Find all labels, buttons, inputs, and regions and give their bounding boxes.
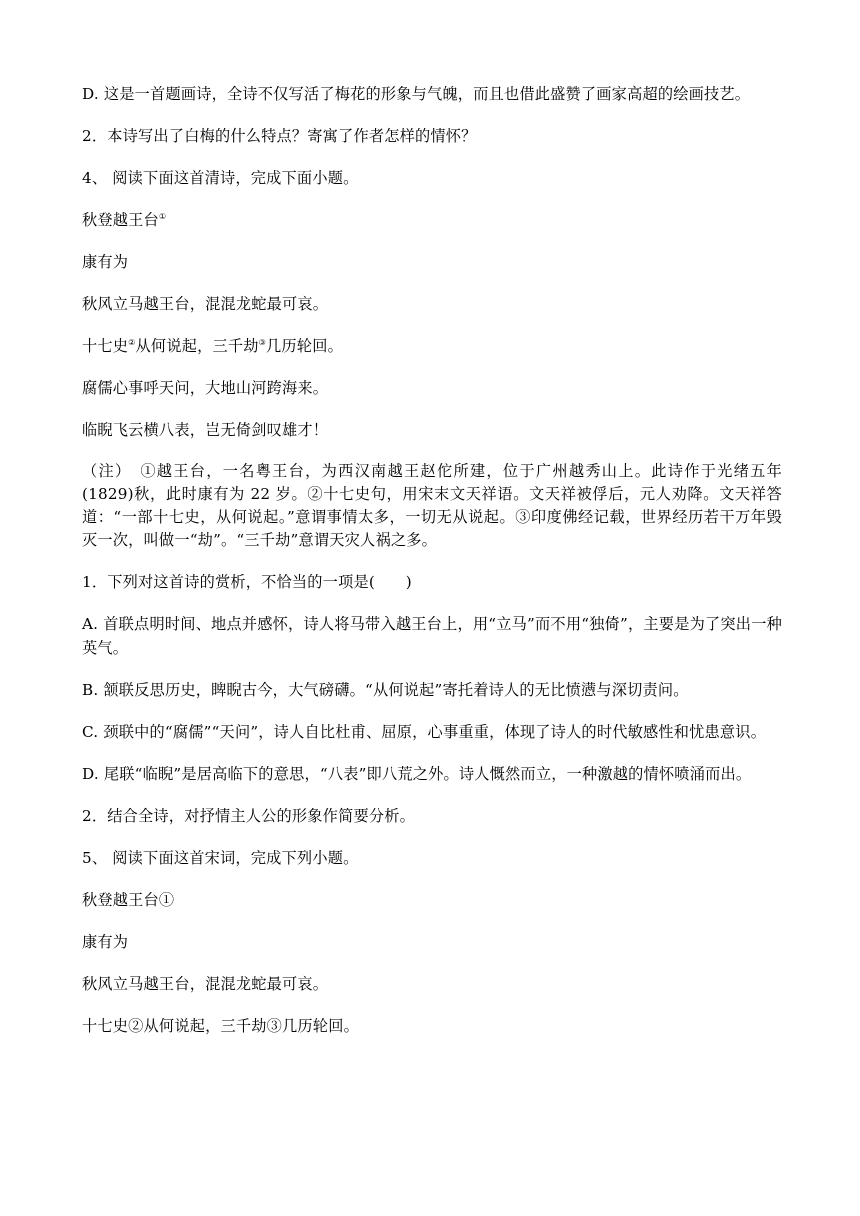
option-a: A. 首联点明时间、地点并感怀，诗人将马带入越王台上，用“立马”而不用“独倚”，主要是为了突出一种英气。 <box>82 615 782 657</box>
option-d-previous: D. 这是一首题画诗，全诗不仅写活了梅花的形象与气魄，而且也借此盛赞了画家高超的绘画技艺。 <box>82 85 751 103</box>
question-5-heading: 5、 阅读下面这首宋词，完成下列小题。 <box>82 849 359 867</box>
poem-line-2 <box>82 334 782 358</box>
footnote-marker-2: ② <box>128 337 136 347</box>
footnote-marker-3: ③ <box>258 337 267 347</box>
poem-line-2-part-b: 从何说起，三千劫 <box>135 337 259 355</box>
footnote-marker-1: ① <box>158 211 167 221</box>
option-c: C. 颈联中的“腐儒”“天问”，诗人自比杜甫、屈原，心事重重，体现了诗人的时代敏感性和忧患意识。 <box>82 723 767 741</box>
option-d: D. 尾联“临睨”是居高临下的意思，“八表”即八荒之外。诗人慨然而立，一种激越的情怀喷涌而出。 <box>82 765 752 783</box>
poem-title-text: 秋登越王台 <box>82 211 159 229</box>
question-2: 2．结合全诗，对抒情主人公的形象作简要分析。 <box>82 807 416 825</box>
poem-notes: （注） ①越王台，一名粤王台，为西汉南越王赵佗所建，位于广州越秀山上。此诗作于光绪五年(1829)秋，此时康有为 22 岁。②十七史句，用宋末文天祥语。文天祥被俘后，元人劝降。文天祥答道：“一部十七史，从何说起。”意谓事情太多，一切无从说起。③印度佛经记载，世界经历若干万年毁灭一次，叫做一“劫”。“三千劫”意谓天灾人祸之多。 <box>82 462 782 549</box>
question-4-heading: 4、 阅读下面这首清诗，完成下面小题。 <box>82 169 359 187</box>
poem-line-2-part-c: 几历轮回。 <box>266 337 343 355</box>
poem-line-4: 临睨飞云横八表，岂无倚剑叹雄才！ <box>82 421 329 439</box>
question-1: 1．下列对这首诗的赏析，不恰当的一项是( ) <box>82 573 412 591</box>
poem-line-1: 秋风立马越王台，混混龙蛇最可哀。 <box>82 295 329 313</box>
question-2-previous: 2．本诗写出了白梅的什么特点？寄寓了作者怎样的情怀？ <box>82 127 477 145</box>
option-b: B. 颔联反思历史，睥睨古今，大气磅礴。“从何说起”寄托着诗人的无比愤懑与深切责问。 <box>82 681 689 699</box>
poem-line-1-repeat: 秋风立马越王台，混混龙蛇最可哀。 <box>82 975 329 993</box>
poem-title-repeat: 秋登越王台① <box>82 891 175 909</box>
poem-line-2-part-a: 十七史 <box>82 337 129 355</box>
document-page <box>82 82 782 1056</box>
poem-author: 康有为 <box>82 253 129 271</box>
poem-author-repeat: 康有为 <box>82 933 129 951</box>
poem-line-2-repeat: 十七史②从何说起，三千劫③几历轮回。 <box>82 1017 359 1035</box>
poem-title <box>82 208 782 232</box>
poem-line-3: 腐儒心事呼天问，大地山河跨海来。 <box>82 379 329 397</box>
